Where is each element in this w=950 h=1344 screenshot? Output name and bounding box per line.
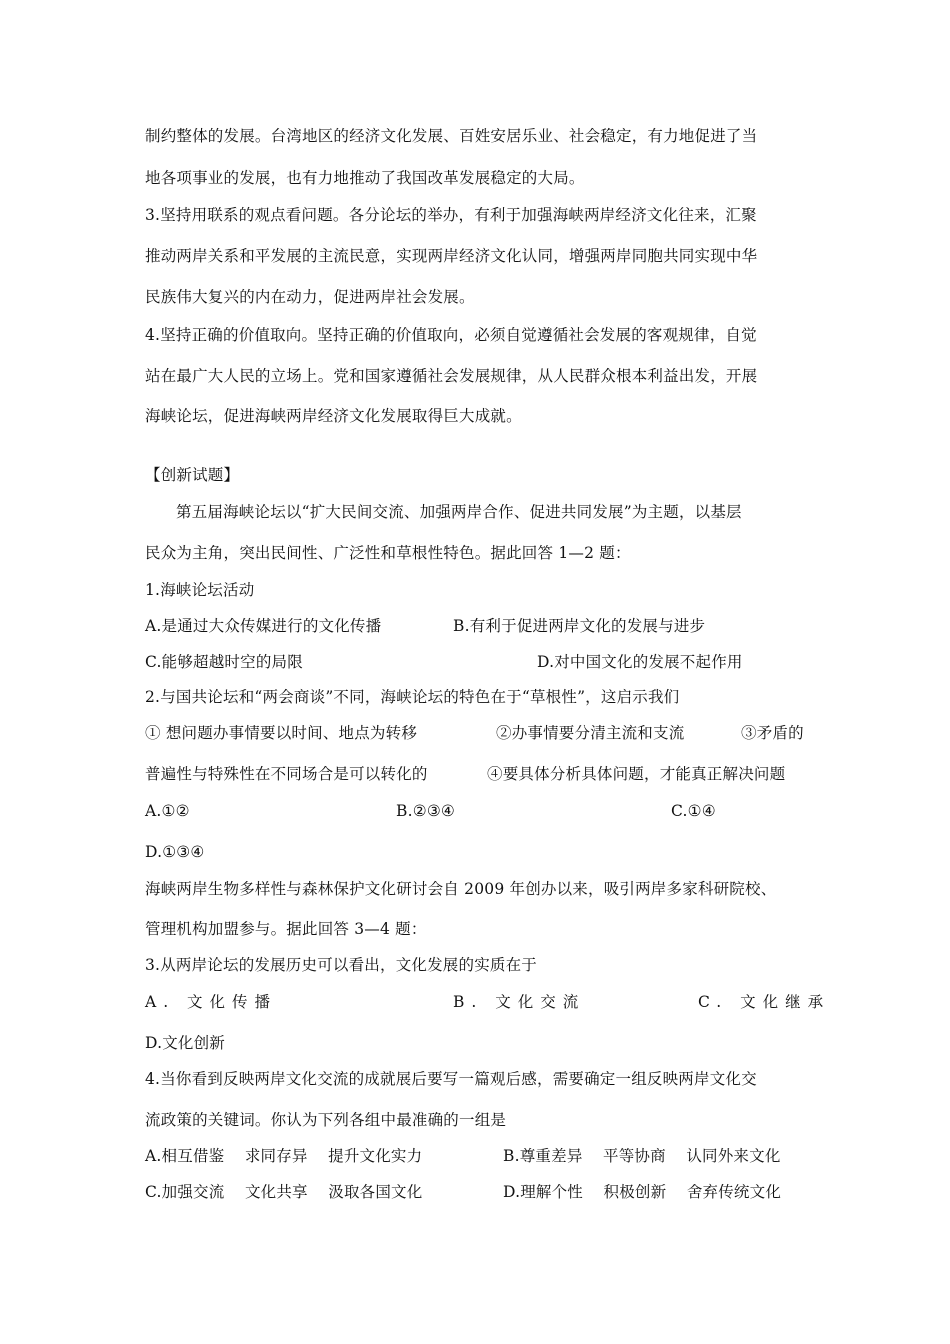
material1-line-2: 民众为主角，突出民间性、广泛性和草根性特色。据此回答 1—2 题： [145,544,631,562]
q2-statement-3b: 普遍性与特殊性在不同场合是可以转化的 [145,765,428,783]
q1-option-b: B.有利于促进两岸文化的发展与进步 [453,617,706,635]
point3-line-1: 3.坚持用联系的观点看问题。各分论坛的举办，有利于加强海峡两岸经济文化往来，汇聚 [145,206,757,224]
point3-line-2: 推动两岸关系和平发展的主流民意，实现两岸经济文化认同，增强两岸同胞共同实现中华 [145,247,758,265]
point4-line-3: 海峡论坛，促进海峡两岸经济文化发展取得巨大成就。 [145,407,522,425]
point4-line-2: 站在最广大人民的立场上。党和国家遵循社会发展规律，从人民群众根本利益出发，开展 [145,367,758,385]
q2-option-d: D.①③④ [145,843,205,861]
q3-option-b: B. 文化交流 [453,993,586,1011]
q3-stem: 3.从两岸论坛的发展历史可以看出，文化发展的实质在于 [145,956,537,974]
section-heading: 【创新试题】 [145,466,240,484]
material2-line-2: 管理机构加盟参与。据此回答 3—4 题： [145,920,427,938]
q2-statement-3a: ③矛盾的 [741,724,804,742]
q2-option-a: A.①② [145,802,190,820]
q2-statement-4: ④要具体分析具体问题，才能真正解决问题 [487,765,786,783]
q3-option-d: D.文化创新 [145,1034,226,1052]
q3-option-c: C. 文化继承 [698,993,831,1011]
intro-line-1: 制约整体的发展。台湾地区的经济文化发展、百姓安居乐业、社会稳定，有力地促进了当 [145,127,758,145]
material1-line-1: 第五届海峡论坛以“扩大民间交流、加强两岸合作、促进共同发展”为主题，以基层 [176,503,742,521]
q2-statement-1: ① 想问题办事情要以时间、地点为转移 [145,724,418,742]
q4-stem-line-2: 流政策的关键词。你认为下列各组中最准确的一组是 [145,1111,507,1129]
q1-option-c: C.能够超越时空的局限 [145,653,303,671]
q4-option-d: D.理解个性 积极创新 舍弃传统文化 [503,1183,782,1201]
q2-option-b: B.②③④ [396,802,456,820]
q2-statement-2: ②办事情要分清主流和支流 [496,724,685,742]
q1-option-d: D.对中国文化的发展不起作用 [537,653,743,671]
q1-option-a: A.是通过大众传媒进行的文化传播 [145,617,382,635]
material2-line-1: 海峡两岸生物多样性与森林保护文化研讨会自 2009 年创办以来，吸引两岸多家科研院校、 [145,880,777,898]
point3-line-3: 民族伟大复兴的内在动力，促进两岸社会发展。 [145,288,475,306]
q3-option-a: A. 文化传播 [145,993,278,1011]
q4-stem-line-1: 4.当你看到反映两岸文化交流的成就展后要写一篇观后感，需要确定一组反映两岸文化交 [145,1070,757,1088]
q2-option-c: C.①④ [671,802,716,820]
q4-option-b: B.尊重差异 平等协商 认同外来文化 [503,1147,781,1165]
q4-option-a: A.相互借鉴 求同存异 提升文化实力 [145,1147,423,1165]
intro-line-2: 地各项事业的发展，也有力地推动了我国改革发展稳定的大局。 [145,169,585,187]
q1-stem: 1.海峡论坛活动 [145,581,255,599]
point4-line-1: 4.坚持正确的价值取向。坚持正确的价值取向，必须自觉遵循社会发展的客观规律，自觉 [145,326,757,344]
q4-option-c: C.加强交流 文化共享 汲取各国文化 [145,1183,423,1201]
q2-stem: 2.与国共论坛和“两会商谈”不同，海峡论坛的特色在于“草根性”，这启示我们 [145,688,680,706]
